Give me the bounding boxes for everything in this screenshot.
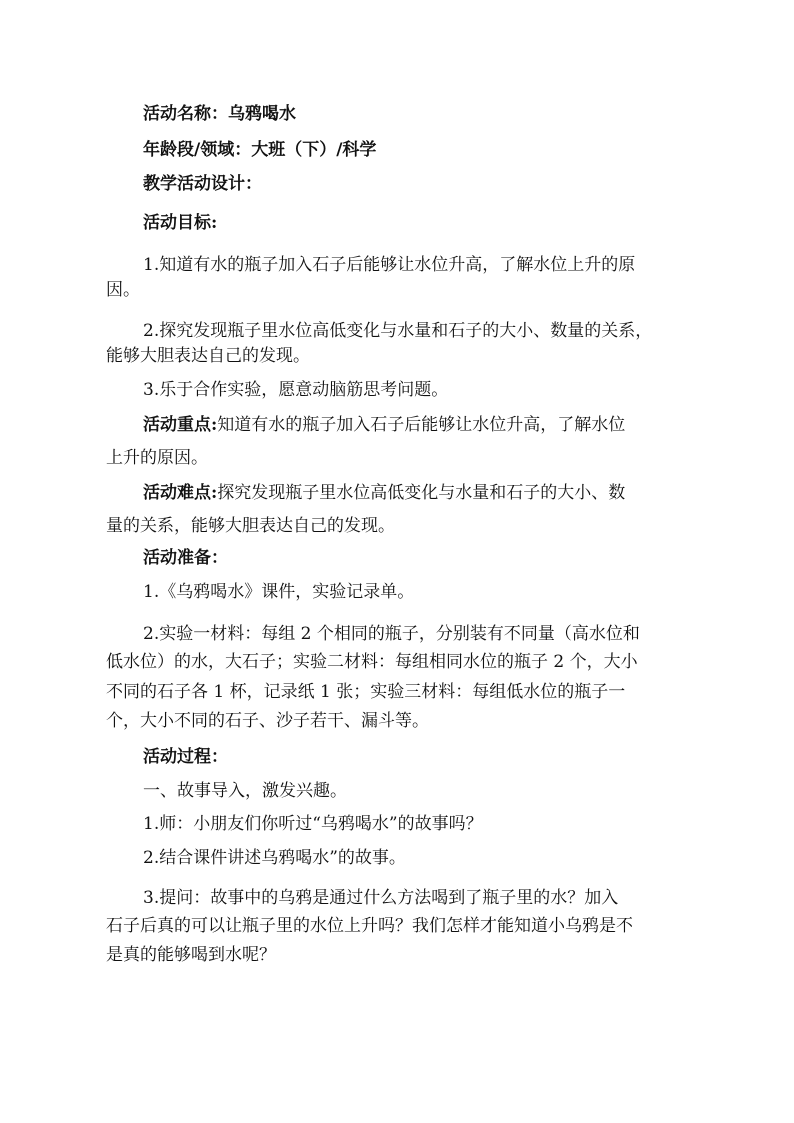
- process-item-3-line-2: 石子后真的可以让瓶子里的水位上升吗？我们怎样才能知道小乌鸦是不: [106, 916, 633, 936]
- key-point-line-2: 上升的原因。: [106, 448, 208, 468]
- key-point-line-1: [143, 414, 625, 436]
- preparation-title: 活动准备：: [143, 548, 228, 568]
- process-section-1: 一、故事导入，激发兴趣。: [143, 781, 347, 801]
- process-item-1: 1.师：小朋友们你听过“乌鸦喝水”的故事吗？: [143, 814, 483, 834]
- process-item-3-line-3: 是真的能够喝到水呢？: [106, 945, 276, 965]
- process-title: 活动过程：: [143, 747, 228, 767]
- design-title: 教学活动设计：: [143, 174, 262, 194]
- key-point-text: 知道有水的瓶子加入石子后能够让水位升高，了解水位: [217, 415, 626, 435]
- difficulty-text: 探究发现瓶子里水位高低变化与水量和石子的大小、数: [217, 483, 626, 503]
- difficulty-label: 活动难点:: [143, 483, 218, 503]
- activity-name: 活动名称：乌鸦喝水: [143, 104, 296, 124]
- preparation-2-line-2: 低水位）的水，大石子；实验二材料：每组相同水位的瓶子 2 个，大小: [106, 652, 638, 672]
- process-item-2: 2.结合课件讲述乌鸦喝水”的故事。: [143, 848, 406, 868]
- objective-1-line-1: 1.知道有水的瓶子加入石子后能够让水位升高，了解水位上升的原: [143, 255, 636, 275]
- preparation-1: 1.《乌鸦喝水》课件，实验记录单。: [143, 582, 415, 602]
- objective-2-line-2: 能够大胆表达自己的发现。: [106, 346, 310, 366]
- process-item-3-line-1: 3.提问：故事中的乌鸦是通过什么方法喝到了瓶子里的水？加入: [143, 888, 619, 908]
- objective-3: 3.乐于合作实验，愿意动脑筋思考问题。: [143, 380, 449, 400]
- difficulty-line-1: [143, 482, 625, 504]
- preparation-2-line-4: 个，大小不同的石子、沙子若干、漏斗等。: [106, 711, 429, 731]
- key-point-label: 活动重点:: [143, 415, 218, 435]
- objective-1-line-2: 因。: [106, 280, 140, 300]
- difficulty-line-2: 量的关系，能够大胆表达自己的发现。: [106, 516, 395, 536]
- preparation-2-line-1: 2.实验一材料：每组 2 个相同的瓶子，分别装有不同量（高水位和: [143, 624, 640, 644]
- objective-2-line-1: 2.探究发现瓶子里水位高低变化与水量和石子的大小、数量的关系，: [143, 321, 653, 341]
- objectives-title: 活动目标:: [143, 213, 218, 233]
- preparation-2-line-3: 不同的石子各 1 杯，记录纸 1 张；实验三材料：每组低水位的瓶子一: [106, 682, 626, 702]
- age-domain: 年龄段/领域：大班（下）/科学: [143, 140, 377, 160]
